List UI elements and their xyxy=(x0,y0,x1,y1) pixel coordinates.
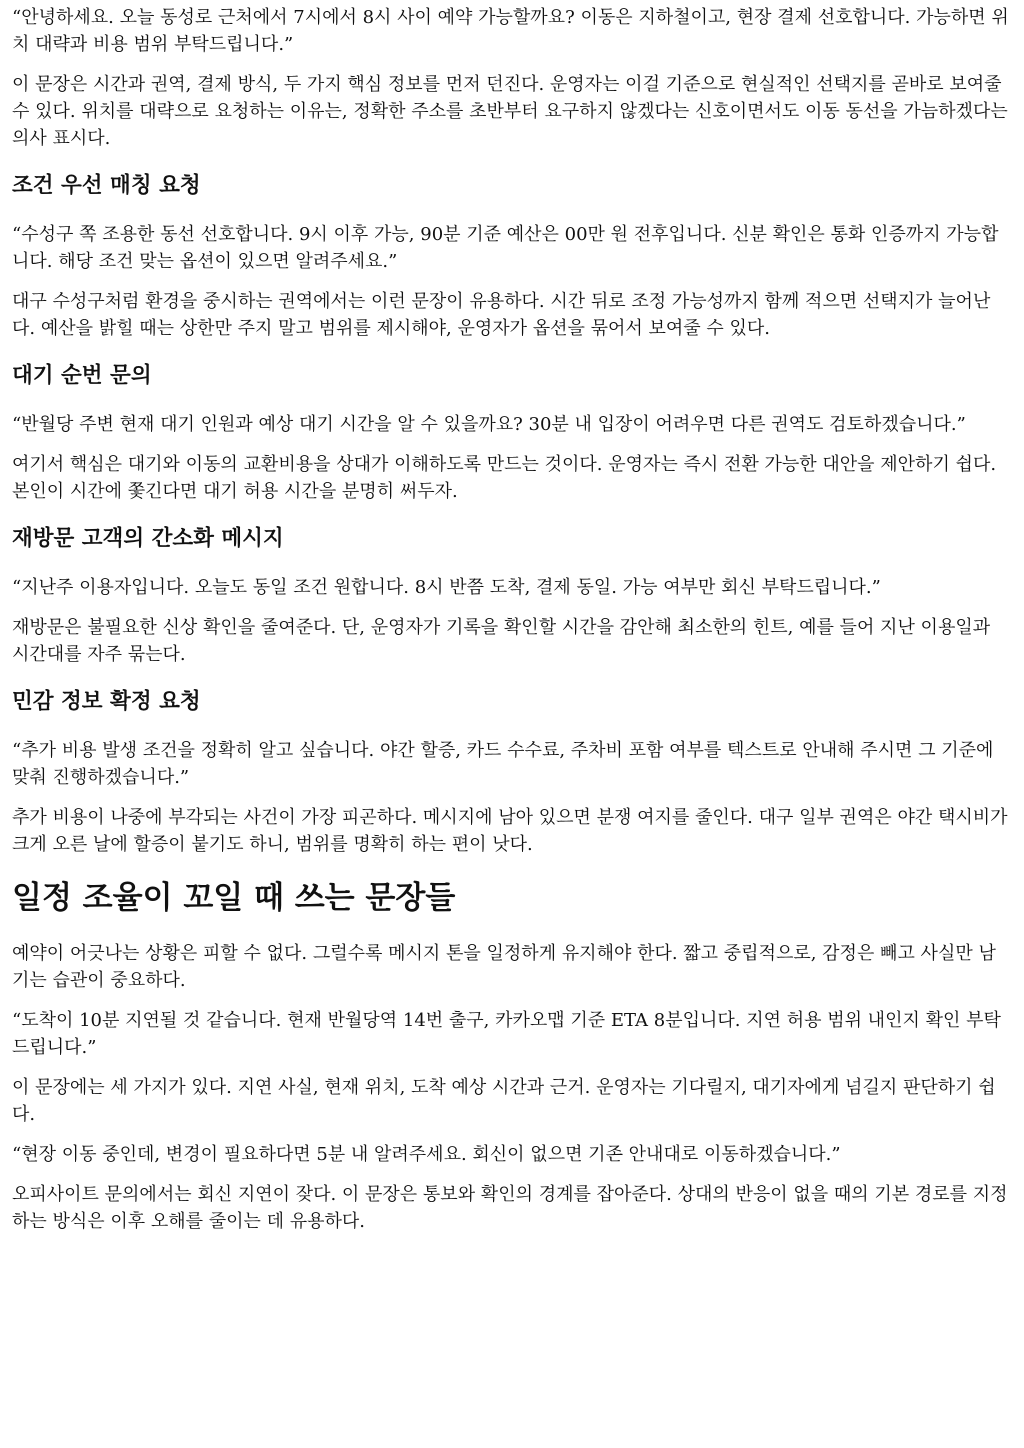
section-heading: 재방문 고객의 간소화 메시지 xyxy=(12,526,284,551)
paragraph: 추가 비용이 나중에 부각되는 사건이 가장 피곤하다. 메시지에 남아 있으면 분쟁 여지를 줄인다. 대구 일부 권역은 야간 택시비가 크게 오른 날에 할증이 붙기도 하니, 범위를 명확히 하는 편이 낫다. xyxy=(12,807,1008,855)
paragraph: 여기서 핵심은 대기와 이동의 교환비용을 상대가 이해하도록 만드는 것이다. 운영자는 즉시 전환 가능한 대안을 제안하기 쉽다. 본인이 시간에 쫓긴다면 대기 허용 시간을 분명히 써두자. xyxy=(12,454,997,502)
section-heading: 대기 순번 문의 xyxy=(12,363,152,388)
paragraph: 이 문장에는 세 가지가 있다. 지연 사실, 현재 위치, 도착 예상 시간과 근거. 운영자는 기다릴지, 대기자에게 넘길지 판단하기 쉽다. xyxy=(12,1077,996,1125)
paragraph: 대구 수성구처럼 환경을 중시하는 권역에서는 이런 문장이 유용하다. 시간 뒤로 조정 가능성까지 함께 적으면 선택지가 늘어난다. 예산을 밝힐 때는 상한만 주지 말고 범위를 제시해야, 운영자가 옵션을 묶어서 보여줄 수 있다. xyxy=(12,291,991,339)
paragraph: 재방문은 불필요한 신상 확인을 줄여준다. 단, 운영자가 기록을 확인할 시간을 감안해 최소한의 힌트, 예를 들어 지난 이용일과 시간대를 자주 묶는다. xyxy=(12,617,991,665)
paragraph: 이 문장은 시간과 권역, 결제 방식, 두 가지 핵심 정보를 먼저 던진다. 운영자는 이걸 기준으로 현실적인 선택지를 곧바로 보여줄 수 있다. 위치를 대략으로 요청하는 이유는, 정확한 주소를 초반부터 요구하지 않겠다는 신호이면서도 이동 동선을 가늠하겠다는 의사 표시다. xyxy=(12,74,1008,149)
paragraph: “수성구 쪽 조용한 동선 선호합니다. 9시 이후 가능, 90분 기준 예산은 00만 원 전후입니다. 신분 확인은 통화 인증까지 가능합니다. 해당 조건 맞는 옵션이 있으면 알려주세요.” xyxy=(12,224,999,272)
paragraph: “안녕하세요. 오늘 동성로 근처에서 7시에서 8시 사이 예약 가능할까요? 이동은 지하철이고, 현장 결제 선호합니다. 가능하면 위치 대략과 비용 범위 부탁드립니다.” xyxy=(12,7,1009,55)
paragraph: “반월당 주변 현재 대기 인원과 예상 대기 시간을 알 수 있을까요? 30분 내 입장이 어려우면 다른 권역도 검토하겠습니다.” xyxy=(12,414,966,435)
chapter-heading: 일정 조율이 꼬일 때 쓰는 문장들 xyxy=(12,880,456,916)
paragraph: 오피사이트 문의에서는 회신 지연이 잦다. 이 문장은 통보와 확인의 경계를 잡아준다. 상대의 반응이 없을 때의 기본 경로를 지정하는 방식은 이후 오해를 줄이는 데 유용하다. xyxy=(12,1184,1008,1232)
section-heading: 민감 정보 확정 요청 xyxy=(12,689,201,714)
paragraph: “지난주 이용자입니다. 오늘도 동일 조건 원합니다. 8시 반쯤 도착, 결제 동일. 가능 여부만 회신 부탁드립니다.” xyxy=(12,577,881,598)
paragraph: “추가 비용 발생 조건을 정확히 알고 싶습니다. 야간 할증, 카드 수수료, 주차비 포함 여부를 텍스트로 안내해 주시면 그 기준에 맞춰 진행하겠습니다.” xyxy=(12,740,994,788)
section-heading: 조건 우선 매칭 요청 xyxy=(12,173,201,198)
paragraph: 예약이 어긋나는 상황은 피할 수 없다. 그럴수록 메시지 톤을 일정하게 유지해야 한다. 짧고 중립적으로, 감정은 빼고 사실만 남기는 습관이 중요하다. xyxy=(12,943,996,991)
paragraph: “도착이 10분 지연될 것 같습니다. 현재 반월당역 14번 출구, 카카오맵 기준 ETA 8분입니다. 지연 허용 범위 내인지 확인 부탁드립니다.” xyxy=(12,1010,1001,1058)
paragraph: “현장 이동 중인데, 변경이 필요하다면 5분 내 알려주세요. 회신이 없으면 기존 안내대로 이동하겠습니다.” xyxy=(12,1144,841,1165)
